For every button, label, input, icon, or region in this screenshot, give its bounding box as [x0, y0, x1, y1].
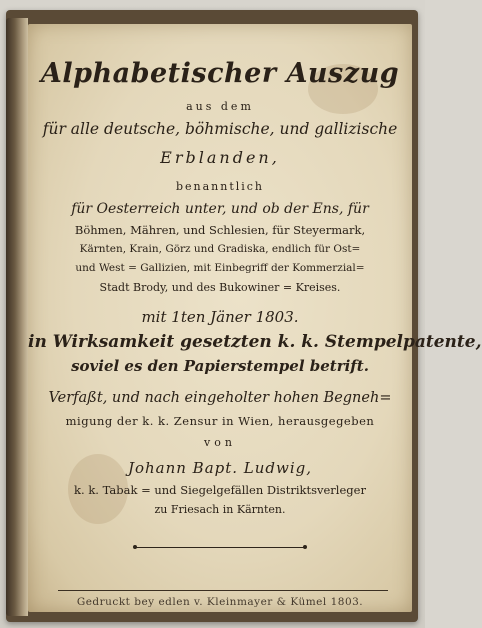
date-line: mit 1ten Jäner 1803. [141, 308, 299, 326]
book [6, 10, 482, 622]
regions-line-1: für Oesterreich unter, und ob der Ens, für [71, 201, 369, 217]
effect-line-1: in Wirksamkeit gesetzten k. k. Stempelpatente, [28, 332, 482, 352]
author-note-line-1: Verfaßt, und nach eingeholter hohen Begneh= [48, 390, 392, 406]
title-page [28, 24, 482, 612]
von-text: von [204, 436, 236, 449]
author-note-line-2: migung der k. k. Zensur in Wien, herausgegeben [65, 414, 375, 428]
book-spine-edge [6, 18, 28, 616]
regions-line-3: Kärnten, Krain, Görz und Gradiska, endlich für Ost= [79, 243, 361, 255]
author-name: Johann Bapt. Ludwig, [127, 459, 313, 477]
author-role: k. k. Tabak = und Siegelgefällen Distriktsverleger [74, 483, 366, 497]
regions-line-2: Böhmen, Mähren, und Schlesien, für Steyermark, [74, 223, 366, 237]
effect-line-2: soviel es den Papierstempel betrift. [71, 357, 369, 375]
subtitle-line-2: Erblanden, [160, 148, 280, 167]
footer-rule [58, 590, 388, 591]
regions-line-5: Stadt Brody, und des Bukowiner = Kreises. [99, 281, 341, 294]
printer-imprint: Gedruckt bey edlen v. Kleinmayer & Kümel 1803. [76, 596, 364, 608]
subtitle-line-1: für alle deutsche, böhmische, und gallizische [42, 120, 398, 138]
ornamental-rule [136, 547, 304, 548]
benanntlich-text: benanntlich [175, 180, 265, 193]
aus-dem-text: aus dem [186, 100, 254, 113]
author-place: zu Friesach in Kärnten. [154, 503, 286, 516]
page-title: Alphabetischer Auszug [40, 58, 400, 89]
regions-line-4: und West = Gallizien, mit Einbegriff der Kommerzial= [75, 262, 365, 274]
